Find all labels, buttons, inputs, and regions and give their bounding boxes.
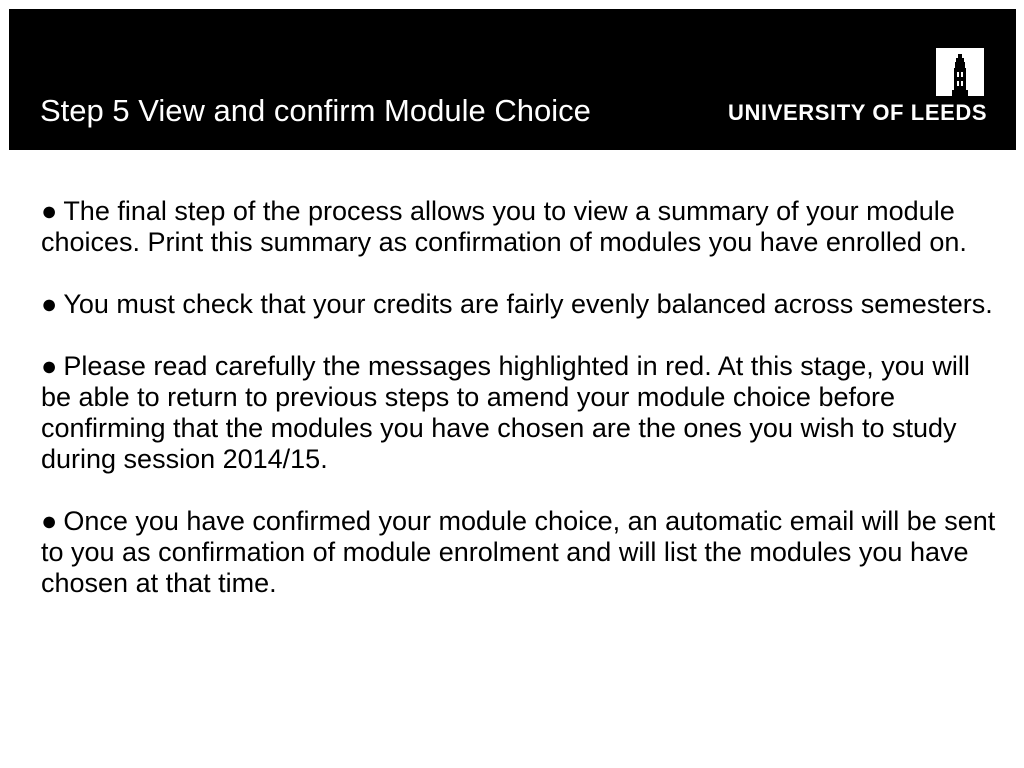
bullet-list <box>41 196 1001 630</box>
bullet-text: The final step of the process allows you to view a summary of your module choices. Print this summary as confirmation of modules you have enrolled on. <box>41 196 967 257</box>
bullet-item <box>41 506 1001 599</box>
header-bar <box>9 9 1016 150</box>
bullet-text: Please read carefully the messages highlighted in red. At this stage, you will be able to return to previous steps to amend your module choice before confirming that the modules you have chosen are the ones you wish to study during session 2014/15. <box>41 351 970 474</box>
bullet-icon: ● <box>41 351 58 381</box>
bullet-text: You must check that your credits are fairly evenly balanced across semesters. <box>63 289 993 319</box>
bullet-icon: ● <box>41 506 58 536</box>
bullet-item <box>41 196 1001 258</box>
slide-title: Step 5 View and confirm Module Choice <box>40 93 591 128</box>
university-tower-icon <box>936 48 984 96</box>
bullet-icon: ● <box>41 289 58 319</box>
university-logo-text: UNIVERSITY OF LEEDS <box>728 100 988 125</box>
bullet-text: Once you have confirmed your module choice, an automatic email will be sent to you as confirmation of module enrolment and will list the modules you have chosen at that time. <box>41 506 996 598</box>
bullet-item <box>41 351 1001 475</box>
bullet-icon: ● <box>41 196 58 226</box>
bullet-item <box>41 289 1001 320</box>
